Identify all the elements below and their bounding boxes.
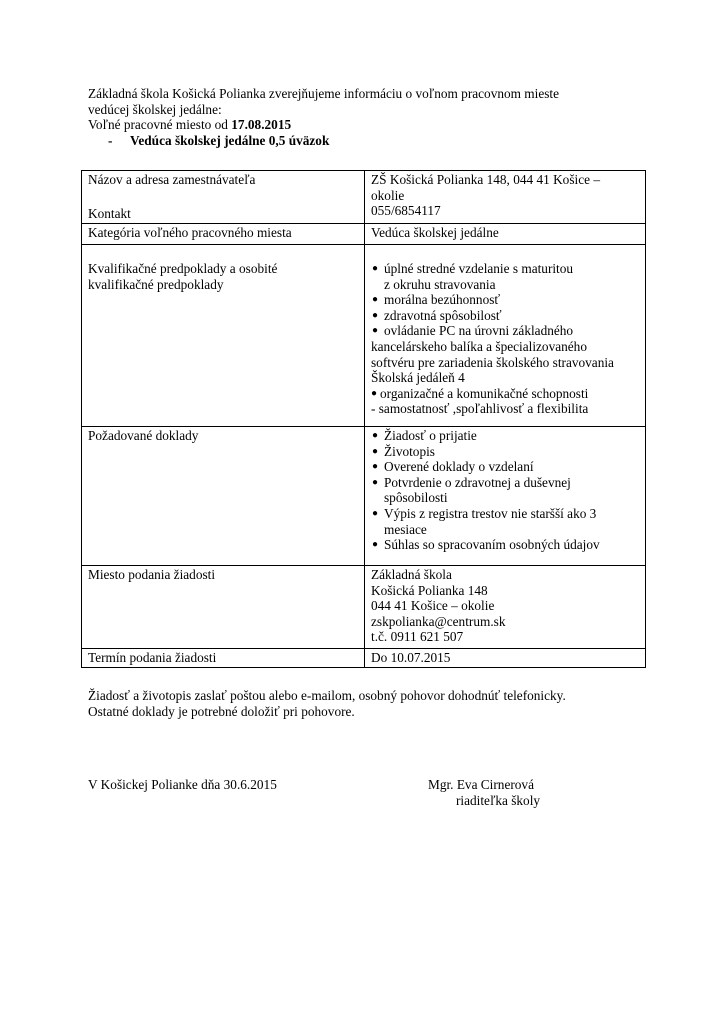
row-qualifications: [82, 245, 646, 427]
note-line-1: Žiadosť a životopis zaslať poštou alebo e-mailom, osobný pohovor dohodnúť telefonicky.: [88, 688, 566, 703]
school-name: Základná škola: [371, 567, 452, 582]
employer-address-line-2-text: okolie: [371, 187, 405, 203]
contact-label: Kontakt: [88, 206, 131, 222]
intro-line-2: vedúcej školskej jedálne:: [88, 101, 222, 117]
row-category: [82, 224, 646, 245]
row-required-documents: [82, 427, 646, 566]
employer-label-cell: [82, 171, 365, 224]
bullet-icon: ●: [372, 507, 379, 519]
instructions-note: [88, 688, 648, 719]
bullet-icon: ●: [372, 539, 379, 551]
documents-list-cell: [365, 427, 646, 566]
employer-value-cell: [365, 171, 646, 224]
list-item: ● Potvrdenie o zdravotnej a duševnej: [372, 474, 571, 490]
bullet-icon: ●: [372, 476, 379, 488]
employer-address-line-1: ZŠ Košická Polianka 148, 044 41 Košice –: [371, 172, 600, 187]
vacancy-line: [88, 117, 648, 133]
bullet-icon: ●: [372, 430, 379, 441]
school-street: Košická Polianka 148: [371, 582, 488, 598]
submission-place-cell: [365, 566, 646, 649]
bullet-icon: ●: [372, 461, 379, 473]
school-city: 044 41 Košice – okolie: [371, 598, 495, 614]
list-item: ● morálna bezúhonnosť: [372, 292, 501, 308]
documents-label: Požadované doklady: [82, 427, 365, 566]
list-item: - samostatnosť ,spoľahlivosť a flexibilita: [371, 401, 589, 417]
list-item: ● ovládanie PC na úrovni základného: [372, 323, 574, 339]
bullet-icon: ●: [371, 387, 378, 399]
list-item: mesiace: [384, 521, 427, 537]
list-item: ● Výpis z registra trestov nie staršší ako 3: [372, 505, 597, 521]
list-item: ● Životopis: [372, 443, 435, 459]
employer-address-line-2: [371, 188, 639, 204]
intro-line-1: Základná škola Košická Polianka zverejňujeme informáciu o voľnom pracovnom mieste: [88, 86, 560, 101]
list-item: ● Žiadosť o prijatie: [372, 428, 477, 443]
bullet-icon: ●: [372, 309, 379, 321]
qualifications-label-cell: [82, 245, 365, 427]
contact-phone: 055/6854117: [371, 203, 441, 219]
list-item: z okruhu stravovania: [384, 276, 496, 292]
documents-list: [371, 428, 639, 553]
bullet-icon: ●: [372, 294, 379, 306]
category-value: Vedúca školskej jedálne: [365, 224, 646, 245]
category-label: Kategória voľného pracovného miesta: [82, 224, 365, 245]
list-item: kancelárskeho balíka a špecializovaného: [371, 338, 587, 354]
vacancy-date: 17.08.2015: [231, 117, 292, 133]
row-submission-place: [82, 566, 646, 649]
intro-block: [88, 86, 648, 148]
qualifications-list: [371, 261, 639, 417]
list-item: ● organizačné a komunikačné schopnosti: [371, 385, 589, 401]
vacancy-table: [81, 170, 646, 668]
bullet-icon: ●: [372, 263, 379, 274]
employer-label: Názov a adresa zamestnávateľa: [88, 172, 256, 187]
list-item: ● úplné stredné vzdelanie s maturitou: [372, 261, 574, 276]
list-item: ● Súhlas so spracovaním osobných údajov: [372, 537, 600, 553]
place-and-date: V Košickej Polianke dňa 30.6.2015: [88, 777, 277, 792]
note-line-2: Ostatné doklady je potrebné doložiť pri pohovore.: [88, 703, 355, 719]
deadline-value: Do 10.07.2015: [365, 649, 646, 668]
list-item: ● zdravotná spôsobilosť: [372, 307, 502, 323]
signatory-name: Mgr. Eva Cirnerová: [428, 777, 534, 792]
row-deadline: [82, 649, 646, 668]
submission-place-label: Miesto podania žiadosti: [82, 566, 365, 649]
school-phone: t.č. 0911 621 507: [371, 629, 464, 645]
qualifications-label-line-1: Kvalifikačné predpoklady a osobité: [88, 261, 278, 276]
position-dash: -: [108, 132, 113, 148]
row-employer: [82, 171, 646, 224]
list-item: ● Overené doklady o vzdelaní: [372, 459, 534, 475]
position-title: Vedúca školskej jedálne 0,5 úväzok: [130, 132, 330, 148]
signatory-role: riaditeľka školy: [456, 792, 541, 808]
school-email: zskpolianka@centrum.sk: [371, 613, 506, 629]
bullet-icon: ●: [372, 325, 379, 337]
list-item: Školská jedáleň 4: [371, 370, 465, 386]
list-item: spôsobilosti: [384, 490, 448, 506]
deadline-label: Termín podania žiadosti: [82, 649, 365, 668]
list-item: softvéru pre zariadenia školského stravovania: [371, 354, 614, 370]
bullet-icon: ●: [372, 445, 379, 457]
signature-block: [428, 777, 540, 808]
qualifications-label-line-2: kvalifikačné predpoklady: [88, 276, 224, 292]
qualifications-list-cell: [365, 245, 646, 427]
position-line: [88, 133, 648, 149]
vacancy-label: Voľné pracovné miesto od: [88, 117, 232, 133]
